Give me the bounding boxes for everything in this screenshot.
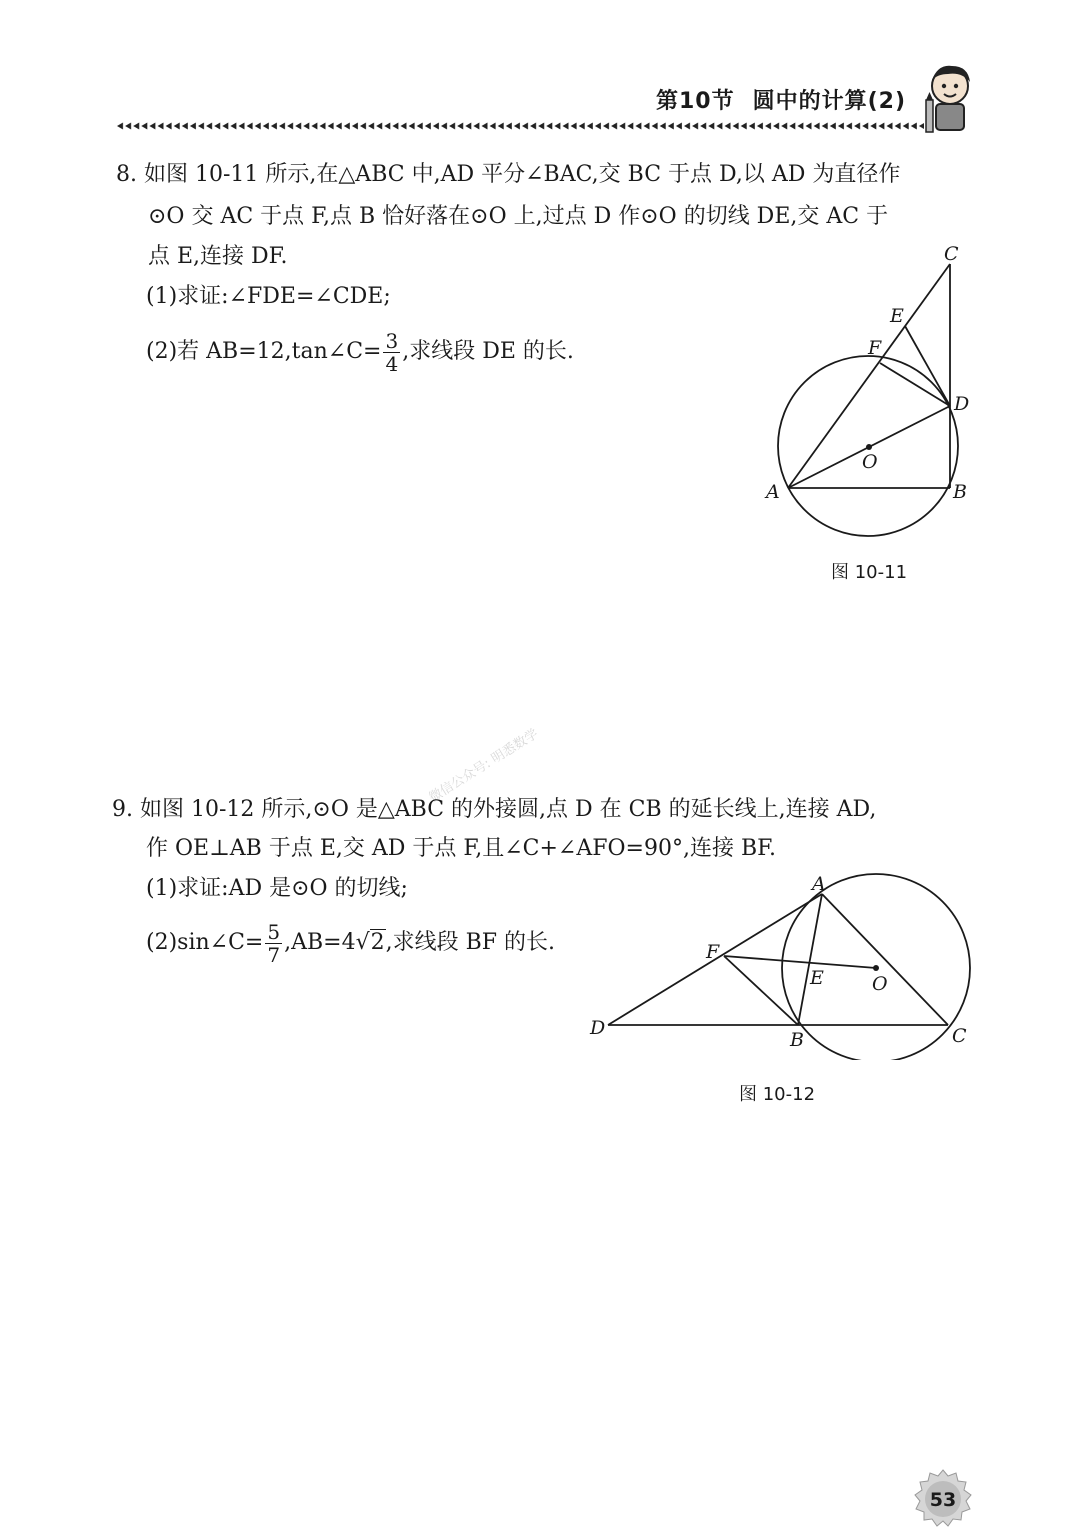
problem8-line3: 点 E,连接 DF. [148,244,288,269]
fig12-label-o: O [872,973,888,995]
fig11-label-b: B [953,481,967,503]
fig12-label-c: C [952,1025,967,1047]
fig11-label-o: O [862,451,878,473]
problem8-part2-prefix: (2)若 AB=12,tan∠C= [146,339,382,364]
fig12-center-dot [873,965,879,971]
problem9-part2-mid: ,AB=4 [284,930,356,955]
fig11-label-c: C [944,243,959,265]
problem8-line2: ⊙O 交 AC 于点 F,点 B 恰好落在⊙O 上,过点 D 作⊙O 的切线 DE,交 AC 于 [148,204,889,229]
problem8-fraction-num: 3 [385,328,399,353]
problem8-fraction [383,330,400,375]
page-number: 53 [929,1489,957,1511]
fig12-label-a: A [812,873,826,895]
header-arrow-rule [116,120,924,132]
fig11-label-e: E [890,305,904,327]
fig12-label-e: E [810,967,824,989]
problem9-fraction-den: 7 [267,942,281,967]
fig12-label-d: D [590,1017,606,1039]
watermark: 微信公众号: 明悉数学 [426,726,542,806]
figure-10-12 [580,866,980,1060]
figure-10-11-caption: 图 10-11 [831,562,908,583]
page-number-badge [912,1468,974,1530]
problem9-part1: (1)求证:AD 是⊙O 的切线; [146,876,408,901]
problem8-part1: (1)求证:∠FDE=∠CDE; [146,284,391,309]
fig11-label-d: D [954,393,970,415]
fig11-label-a: A [766,481,780,503]
problem9-sqrt: √2 [355,930,385,955]
problem9-part2-suffix: ,求线段 BF 的长. [385,930,556,955]
section-number: 第10节 [656,89,735,114]
problem9-sqrt-radicand: 2 [370,930,385,955]
figure-10-12-caption: 图 10-12 [739,1084,816,1105]
problem8-part2-suffix: ,求线段 DE 的长. [402,339,574,364]
problem8-fraction-den: 4 [385,351,399,376]
fig11-center-dot [866,444,872,450]
mascot-icon [918,60,982,136]
fig12-label-f: F [706,941,720,963]
problem9-part2-prefix: (2)sin∠C= [146,930,264,955]
problem8-part2 [146,325,574,379]
page-header-title [656,84,906,115]
problem9-fraction [265,921,282,966]
problem9-part2 [146,916,555,970]
figure-10-11 [760,236,990,550]
section-title: 圆中的计算(2) [752,89,907,114]
problem9-line2: 作 OE⊥AB 于点 E,交 AD 于点 F,且∠C+∠AFO=90°,连接 BF. [146,836,776,861]
fig12-label-b: B [790,1029,804,1051]
problem8-line1: 8. 如图 10-11 所示,在△ABC 中,AD 平分∠BAC,交 BC 于点 D,以 AD 为直径作 [116,162,901,187]
problem9-line1: 9. 如图 10-12 所示,⊙O 是△ABC 的外接圆,点 D 在 CB 的延长线上,连接 AD, [112,797,877,822]
problem9-fraction-num: 5 [267,919,281,944]
fig11-label-f: F [868,337,882,359]
